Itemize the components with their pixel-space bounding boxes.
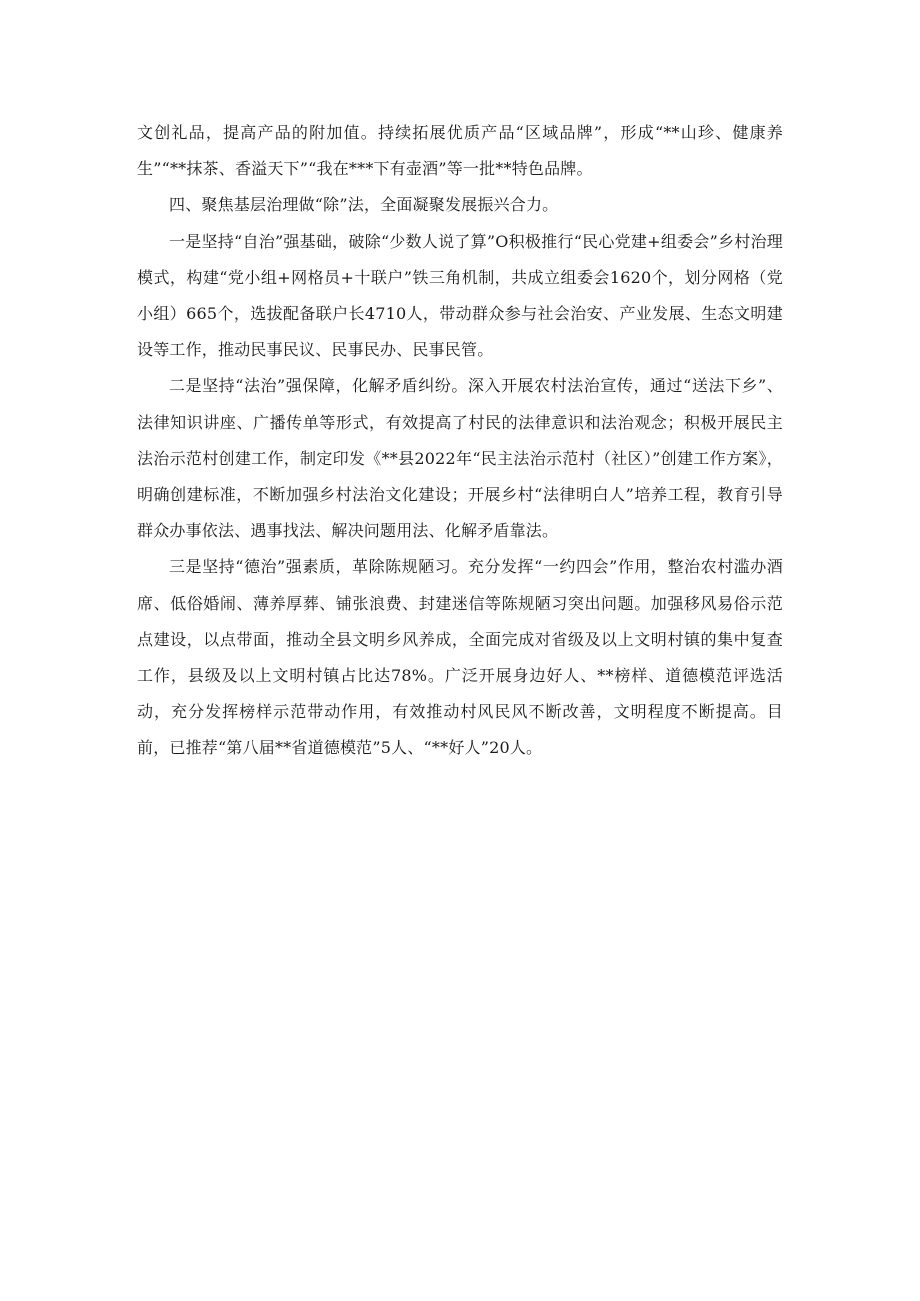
paragraph-continuation: 文创礼品，提高产品的附加值。持续拓展优质产品“区域品牌”，形成“**山珍、健康养生”“**抹茶、香溢天下”“我在***下有壶酒”等一批**特色品牌。 xyxy=(137,123,783,179)
paragraph-autonomy: 一是坚持“自治”强基础，破除“少数人说了算”O积极推行“民心党建+组委会”乡村治理模式，构建“党小组+网格员+十联户”铁三角机制，共成立组委会1620个，划分网格（党小组）665个，选拔配备联户长4710人，带动群众参与社会治安、产业发展、生态文明建设等工作，推动民事民议、民事民办、民事民管。 xyxy=(137,231,783,360)
paragraph-rule-of-law: 二是坚持“法治”强保障，化解矛盾纠纷。深入开展农村法治宣传，通过“送法下乡”、法律知识讲座、广播传单等形式，有效提高了村民的法律意识和法治观念；积极开展民主法治示范村创建工作，制定印发《**县2022年“民主法治示范村（社区）”创建工作方案》，明确创建标准，不断加强乡村法治文化建设；开展乡村“法律明白人”培养工程，教育引导群众办事依法、遇事找法、解决问题用法、化解矛盾靠法。 xyxy=(137,376,783,541)
document-body xyxy=(137,115,783,767)
section-heading-four: 四、聚焦基层治理做“除”法，全面凝聚发展振兴合力。 xyxy=(169,195,559,215)
paragraph-morality: 三是坚持“德治”强素质，革除陈规陋习。充分发挥“一约四会”作用，整治农村滥办酒席、低俗婚闹、薄养厚葬、铺张浪费、封建迷信等陈规陋习突出问题。加强移风易俗示范点建设，以点带面，推动全县文明乡风养成，全面完成对省级及以上文明村镇的集中复查工作，县级及以上文明村镇占比达78%。广泛开展身边好人、**榜样、道德模范评选活动，充分发挥榜样示范带动作用，有效推动村风民风不断改善，文明程度不断提高。目前，已推荐“第八届**省道德模范”5人、“**好人”20人。 xyxy=(137,557,783,758)
